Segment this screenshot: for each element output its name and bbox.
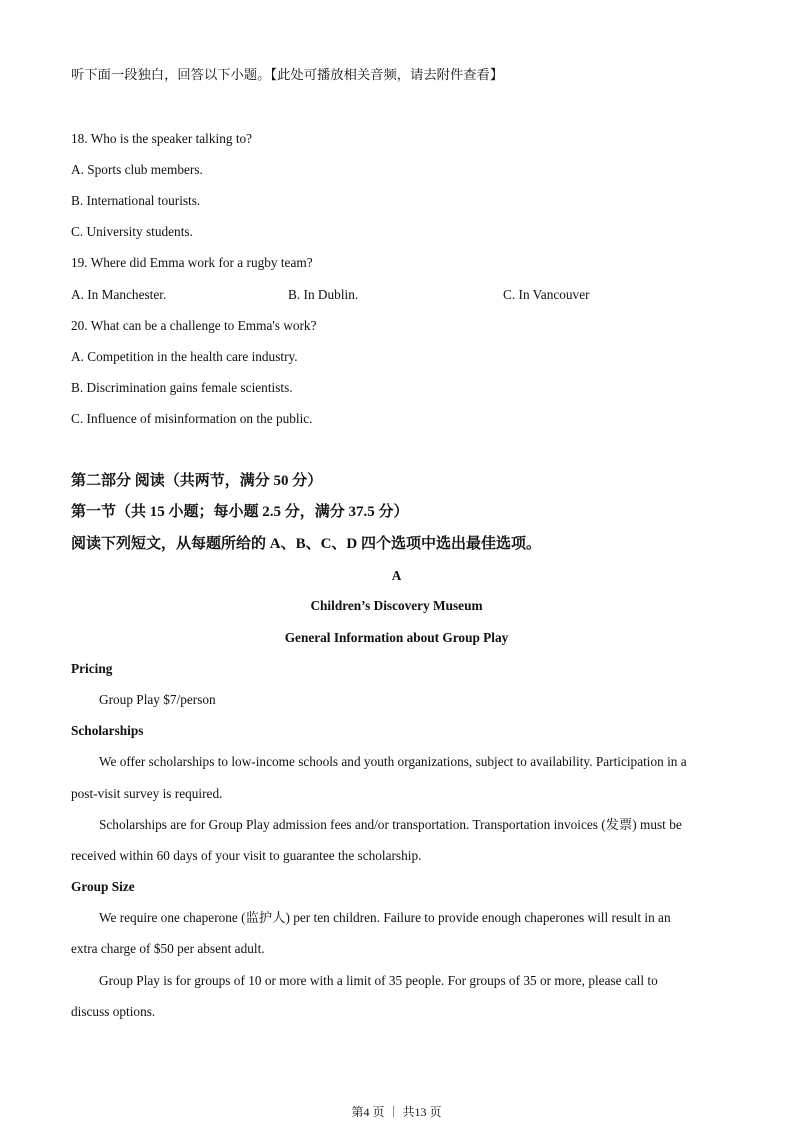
section-heading: 第一节（共 15 小题；每小题 2.5 分，满分 37.5 分） [71, 504, 409, 520]
heading-scholarships: Scholarships [71, 723, 144, 738]
option-18b: B. International tourists. [71, 193, 201, 208]
option-19b: B. In Dublin. [288, 287, 359, 302]
pricing-text: Group Play $7/person [99, 692, 216, 707]
reading-instruction: 阅读下列短文，从每题所给的 A、B、C、D 四个选项中选出最佳选项。 [71, 536, 542, 552]
passage-title: Children’s Discovery Museum [310, 598, 483, 613]
option-20c: C. Influence of misinformation on the public. [71, 411, 313, 426]
scholarship-para1-line2: post-visit survey is required. [71, 786, 223, 801]
heading-group-size: Group Size [71, 879, 135, 894]
scholarship-para2-line2: received within 60 days of your visit to guarantee the scholarship. [71, 848, 422, 863]
group-para2-line2: discuss options. [71, 1004, 156, 1019]
passage-letter: A [391, 568, 402, 583]
option-18a: A. Sports club members. [71, 162, 203, 177]
question-18: 18. Who is the speaker talking to? [71, 131, 253, 146]
group-para2-line1: Group Play is for groups of 10 or more with a limit of 35 people. For groups of 35 or more, please call to [99, 973, 658, 988]
group-para1-line2: extra charge of $50 per absent adult. [71, 941, 265, 956]
scholarship-para1-line1: We offer scholarships to low-income schools and youth organizations, subject to availability. Participation in a [99, 754, 687, 769]
listening-intro: 听下面一段独白，回答以下小题。【此处可播放相关音频，请去附件查看】 [71, 67, 504, 82]
group-para1-line1: We require one chaperone (监护人) per ten children. Failure to provide enough chaperones will result in an [99, 910, 671, 925]
scholarship-para2-line1: Scholarships are for Group Play admission fees and/or transportation. Transportation invoices (发票) must be [99, 817, 682, 832]
option-19a: A. In Manchester. [71, 287, 167, 302]
page-footer: 第4 页 ｜ 共13 页 [351, 1105, 442, 1119]
option-20b: B. Discrimination gains female scientists. [71, 380, 293, 395]
part-heading: 第二部分 阅读（共两节，满分 50 分） [71, 473, 323, 489]
option-19c: C. In Vancouver [503, 287, 590, 302]
passage-subtitle: General Information about Group Play [284, 630, 509, 645]
question-19: 19. Where did Emma work for a rugby team? [71, 255, 313, 270]
heading-pricing: Pricing [71, 661, 113, 676]
option-20a: A. Competition in the health care industry. [71, 349, 298, 364]
option-18c: C. University students. [71, 224, 193, 239]
question-20: 20. What can be a challenge to Emma's work? [71, 318, 317, 333]
